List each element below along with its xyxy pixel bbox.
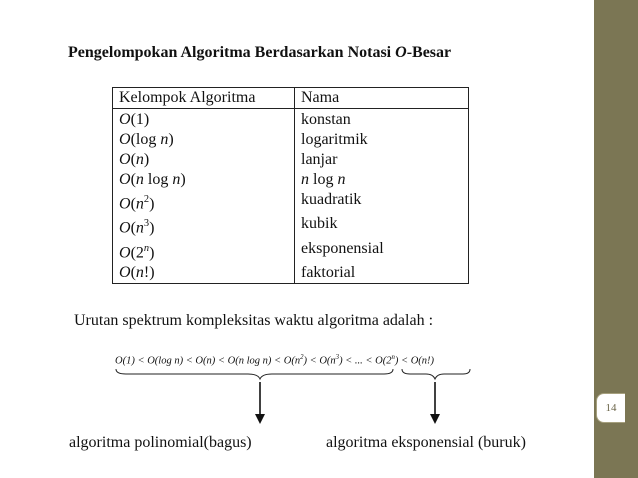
polynomial-brace (116, 369, 393, 379)
header-name: Nama (295, 88, 469, 109)
name-cell: kuadratik (295, 190, 469, 214)
group-cell: $O(n^3)$ (113, 214, 295, 238)
page-number: 14 (596, 393, 625, 423)
group-cell: O(n) (113, 150, 295, 170)
exponential-brace (402, 369, 470, 379)
name-cell: n log n (295, 170, 469, 190)
name-cell: eksponensial (295, 239, 469, 263)
polynomial-arrow-head (255, 414, 265, 424)
name-cell: faktorial (295, 263, 469, 284)
name-cell: kubik (295, 214, 469, 238)
polynomial-label: algoritma polinomial(bagus) (69, 434, 252, 451)
group-cell: O(1) (113, 109, 295, 131)
group-cell: $O(n^2)$ (113, 190, 295, 214)
group-cell: O(log n) (113, 130, 295, 150)
group-cell: O(n!) (113, 263, 295, 284)
complexity-ordering: O(1) < O(log n) < O(n) < O(n $\log n) < O(n^2) < O(n^3)$ < ... < $O(2^n) < O(n!)$ (115, 354, 435, 367)
name-cell: logaritmik (295, 130, 469, 150)
name-cell: lanjar (295, 150, 469, 170)
group-cell: O(n log n) (113, 170, 295, 190)
group-cell: O(2$^n$) (113, 239, 295, 263)
name-cell: konstan (295, 109, 469, 131)
ordering-sentence: Urutan spektrum kompleksitas waktu algoritma adalah : (74, 312, 434, 329)
slide-title-text: Pengelompokan Algoritma Berdasarkan Notasi O-Besar (68, 44, 452, 61)
exponential-arrow-head (430, 414, 440, 424)
header-group: Kelompok Algoritma (113, 88, 295, 109)
exponential-label: algoritma eksponensial (buruk) (326, 434, 526, 451)
